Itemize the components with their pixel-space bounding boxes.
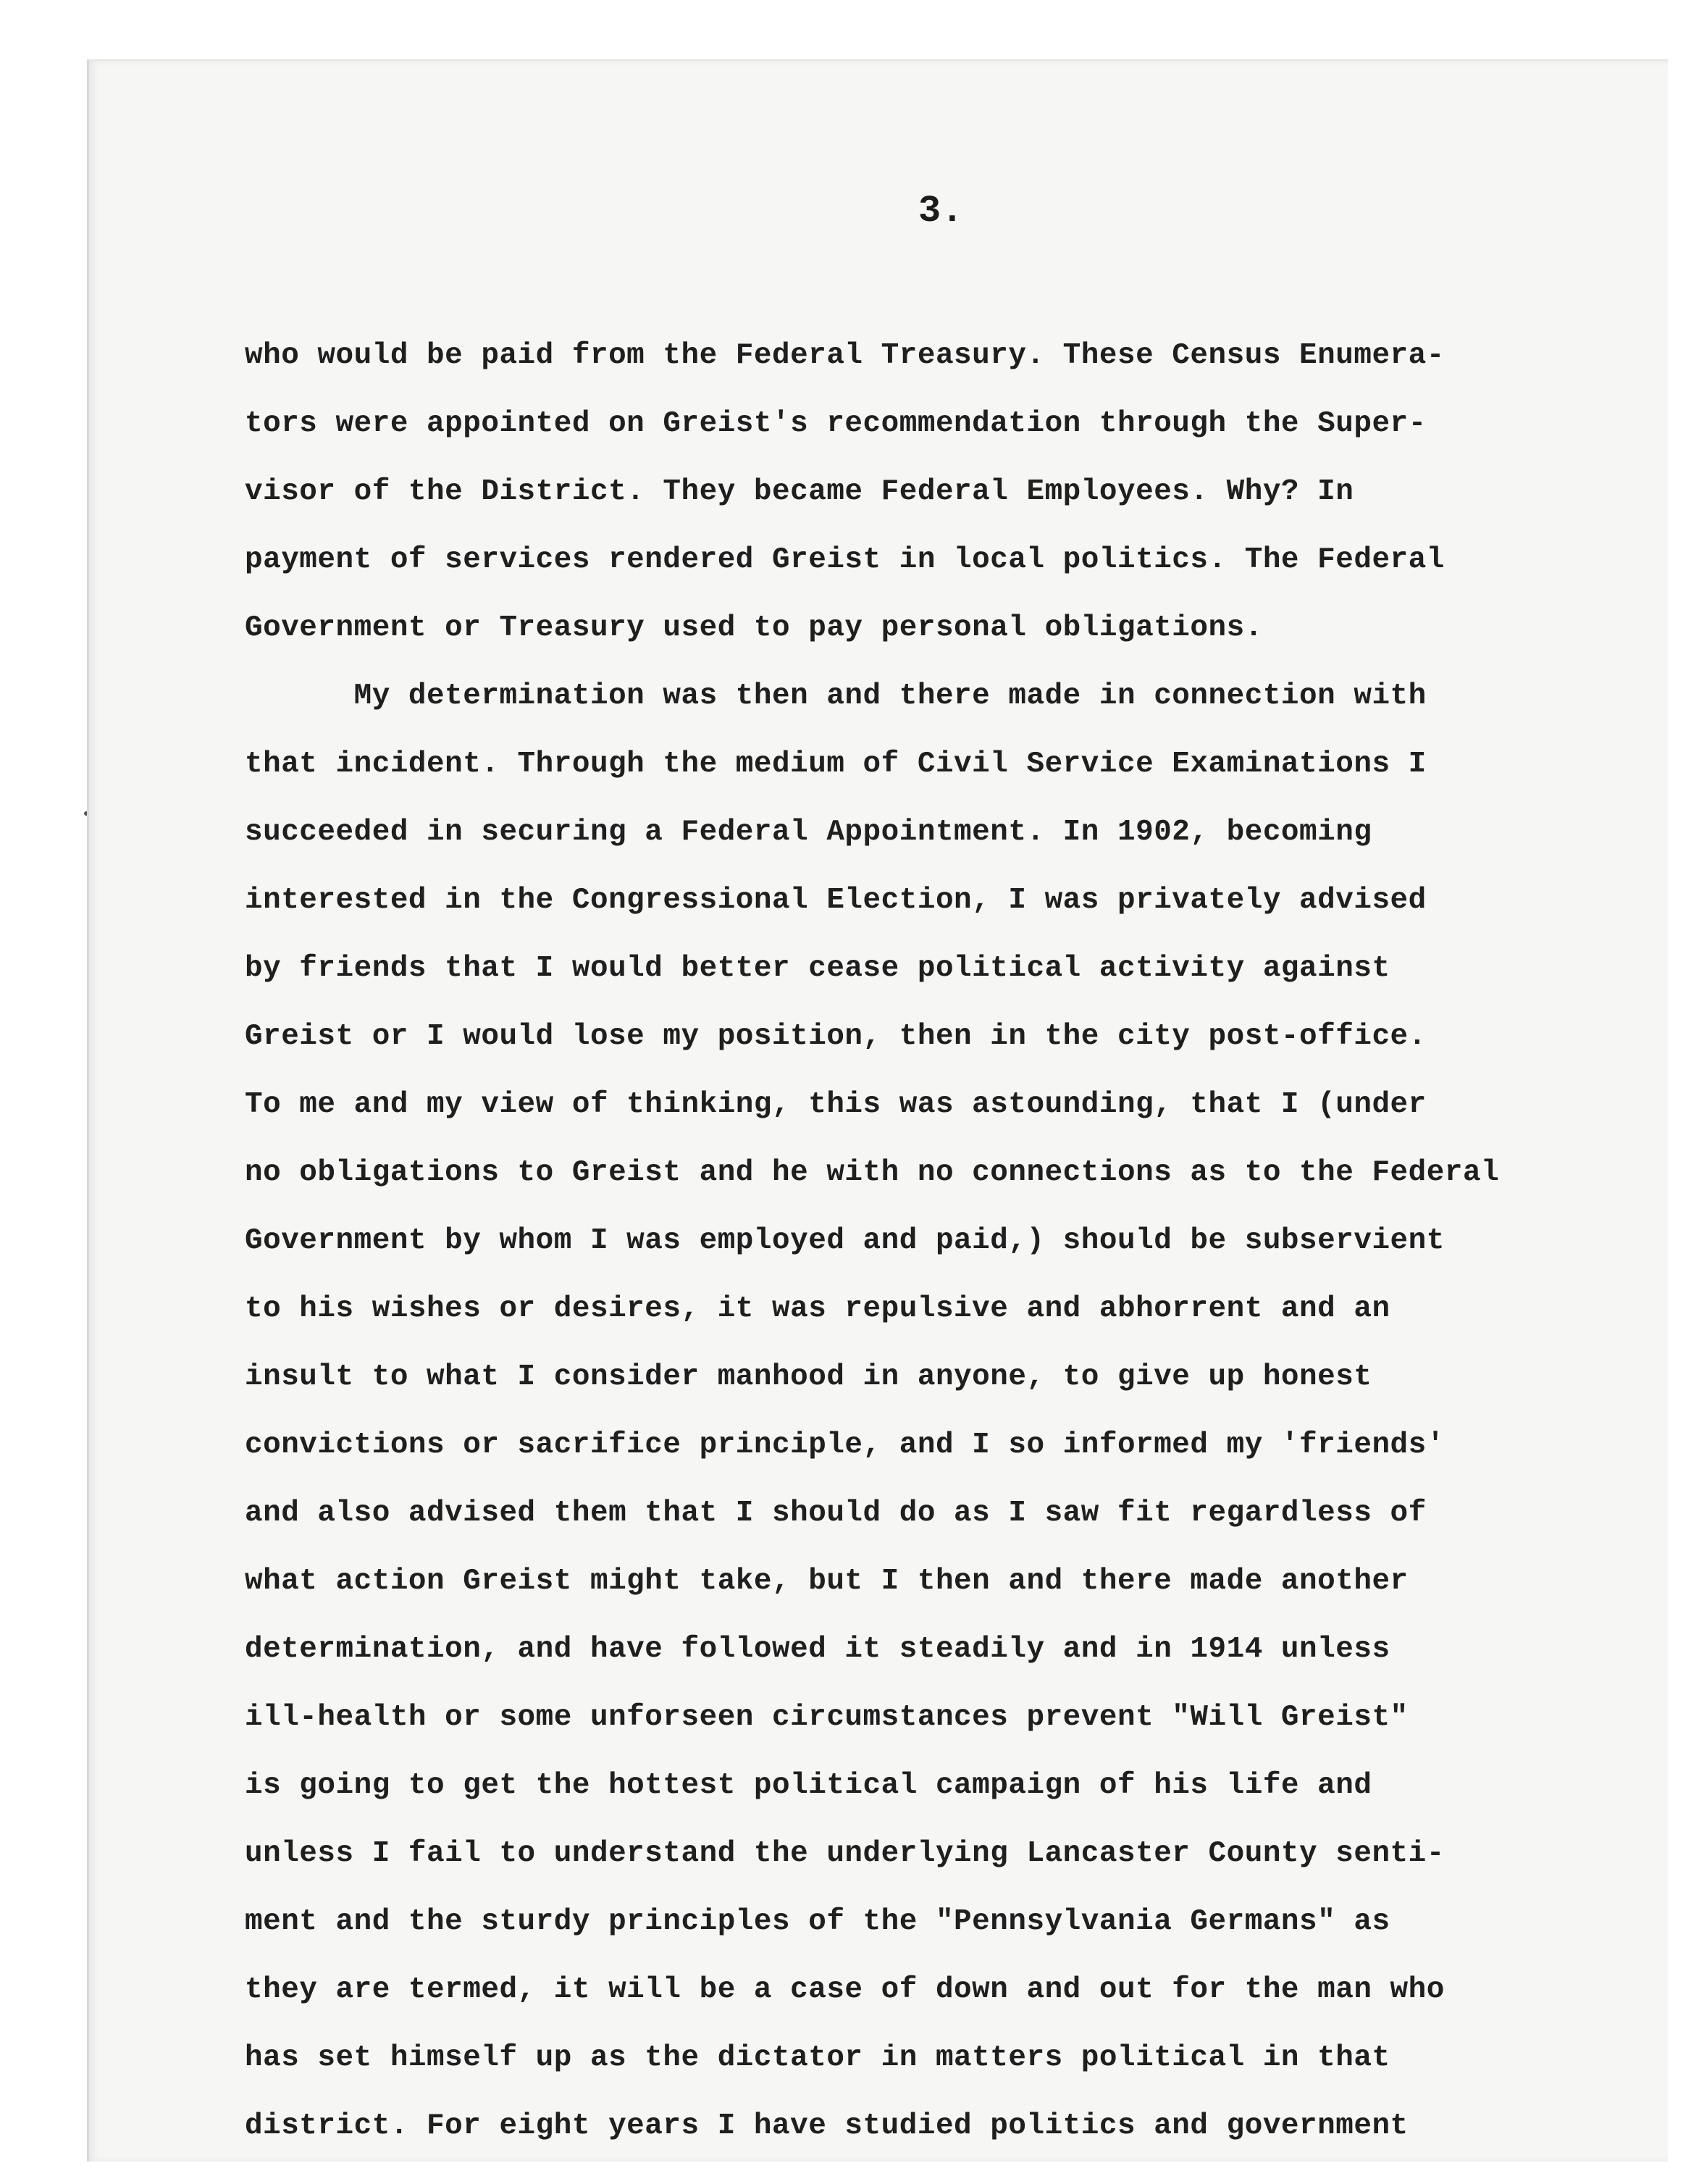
text-line: by friends that I would better cease political activity against xyxy=(245,952,1390,985)
text-line: ment and the sturdy principles of the "Pennsylvania Germans" as xyxy=(245,1905,1390,1938)
text-line: they are termed, it will be a case of down and out for the man who xyxy=(245,1973,1445,2007)
text-line: insult to what I consider manhood in anyone, to give up honest xyxy=(245,1360,1372,1394)
text-line: tors were appointed on Greist's recommendation through the Super- xyxy=(245,407,1427,440)
text-line: who would be paid from the Federal Treasury. These Census Enumera- xyxy=(245,339,1445,372)
text-line: is going to get the hottest political campaign of his life and xyxy=(245,1769,1372,1802)
text-line: Government by whom I was employed and paid,) should be subservient xyxy=(245,1224,1445,1258)
text-line: Government or Treasury used to pay personal obligations. xyxy=(245,611,1263,645)
text-line: no obligations to Greist and he with no connections as to the Federal xyxy=(245,1156,1500,1189)
text-line: district. For eight years I have studied politics and government xyxy=(245,2109,1409,2143)
text-line: determination, and have followed it steadily and in 1914 unless xyxy=(245,1633,1390,1666)
text-line: to his wishes or desires, it was repulsive and abhorrent and an xyxy=(245,1292,1390,1326)
text-line: succeeded in securing a Federal Appointment. In 1902, becoming xyxy=(245,816,1372,849)
text-line: Greist or I would lose my position, then in the city post-office. xyxy=(245,1020,1427,1053)
text-line: has set himself up as the dictator in matters political in that xyxy=(245,2041,1390,2075)
page-number: 3. xyxy=(918,190,964,233)
text-line: what action Greist might take, but I then and there made another xyxy=(245,1565,1409,1598)
text-line: To me and my view of thinking, this was astounding, that I (under xyxy=(245,1088,1427,1121)
text-line: payment of services rendered Greist in local politics. The Federal xyxy=(245,543,1445,577)
text-line: and also advised them that I should do as I saw fit regardless of xyxy=(245,1497,1427,1530)
text-line: unless I fail to understand the underlying Lancaster County senti- xyxy=(245,1837,1445,1870)
body-text xyxy=(245,322,1657,2160)
text-line: visor of the District. They became Federal Employees. Why? In xyxy=(245,475,1354,509)
text-line: convictions or sacrifice principle, and I so informed my 'friends' xyxy=(245,1428,1445,1462)
typed-page xyxy=(87,59,1668,2162)
text-line: that incident. Through the medium of Civil Service Examinations I xyxy=(245,748,1427,781)
text-line: interested in the Congressional Election, I was privately advised xyxy=(245,884,1427,917)
text-line: ill-health or some unforseen circumstances prevent "Will Greist" xyxy=(245,1701,1409,1734)
text-line: My determination was then and there made in connection with xyxy=(245,679,1427,713)
